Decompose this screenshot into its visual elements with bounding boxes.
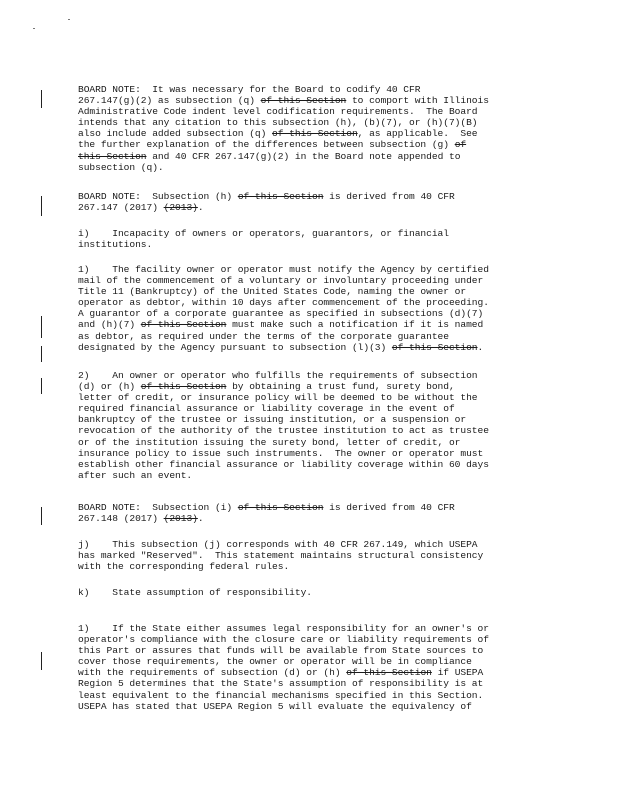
text-line — [78, 162, 548, 173]
text-span: subsection (q). — [78, 161, 164, 173]
text-span: with the corresponding federal rules. — [78, 561, 290, 573]
text-span: after such an event. — [78, 469, 193, 481]
text-line — [78, 151, 548, 162]
text-line — [78, 239, 548, 250]
text-line — [78, 403, 548, 414]
text-line — [78, 690, 548, 701]
text-span: to comport with Illinois — [346, 95, 489, 107]
text-line — [78, 342, 548, 353]
text-span: Title 11 (Bankruptcy) of the United States Code, naming the owner or — [78, 286, 467, 298]
deleted-text: of this Section — [391, 341, 478, 353]
text-span: j) This subsection (j) corresponds with 40 CFR 267.149, which USEPA — [78, 539, 478, 550]
text-line — [78, 425, 548, 436]
board-note-paragraph — [78, 84, 548, 173]
text-span: operator's compliance with the closure care or liability requirements of — [78, 634, 489, 646]
text-line — [78, 308, 548, 319]
text-line — [78, 84, 548, 95]
text-line — [78, 319, 548, 330]
text-line — [78, 459, 548, 470]
text-span: is derived from 40 CFR — [323, 502, 455, 513]
text-line — [78, 414, 548, 425]
deleted-text: of this Section — [140, 319, 227, 331]
text-line — [78, 286, 548, 297]
text-line — [78, 191, 548, 202]
text-line — [78, 117, 548, 128]
deleted-text: (2013) — [163, 202, 198, 214]
text-span: 1) If the State either assumes legal responsibility for an owner's or — [78, 623, 489, 634]
text-span: is derived from 40 CFR — [323, 191, 455, 202]
deleted-text: of this Section — [272, 128, 358, 140]
text-span: revocation of the authority of the trustee institution to act as trustee — [78, 425, 489, 437]
text-span: . — [477, 341, 484, 353]
text-line — [78, 667, 548, 678]
text-span: i) Incapacity of owners or operators, guarantors, or financial — [78, 228, 449, 239]
text-span: letter of credit, or insurance policy will be deemed to be without the — [78, 392, 478, 404]
text-span: institutions. — [78, 239, 153, 251]
subsection-j-paragraph — [78, 539, 548, 572]
text-span: also include added subsection (q) — [78, 128, 273, 140]
text-span: 267.148 (2017) — [78, 513, 164, 525]
text-span: 2) An owner or operator who fulfills the requirements of subsection — [78, 370, 478, 381]
revision-bar — [41, 90, 42, 108]
text-line — [78, 297, 548, 308]
text-span: 267.147 (2017) — [78, 202, 164, 214]
deleted-text: this Section — [78, 150, 147, 162]
text-line — [78, 539, 548, 550]
text-span: least equivalent to the financial mechanisms specified in this Section. — [78, 689, 484, 701]
text-span: , as applicable. See — [357, 128, 478, 140]
revision-bar — [41, 378, 42, 394]
text-span: Administrative Code indent level codification requirements. The Board — [78, 106, 478, 118]
subsection-k1-paragraph — [78, 623, 548, 712]
text-span: mail of the commencement of a voluntary or involuntary proceeding under — [78, 275, 484, 287]
text-span: intends that any citation to this subsection (h), (b)(7), or (h)(7)(B) — [78, 117, 478, 129]
board-note-paragraph — [78, 191, 548, 213]
text-span: the further explanation of the differences between subsection (g) — [78, 139, 455, 151]
text-span: must make such a notification if it is named — [226, 319, 484, 331]
deleted-text: of this Section — [260, 95, 347, 107]
text-line — [78, 678, 548, 689]
text-span: 267.147(g)(2) as subsection (q) — [78, 95, 261, 107]
text-span: establish other financial assurance or liability coverage within 60 days — [78, 458, 489, 470]
text-span: cover those requirements, the owner or operator will be in compliance — [78, 656, 472, 668]
scan-speck — [33, 28, 35, 29]
text-span: k) State assumption of responsibility. — [78, 587, 312, 598]
deleted-text: of this Section — [237, 502, 324, 513]
text-line — [78, 437, 548, 448]
section-heading-i — [78, 228, 548, 250]
revision-bar — [41, 507, 42, 525]
text-span: 1) The facility owner or operator must notify the Agency by certified — [78, 264, 489, 275]
subsection-i1-paragraph — [78, 264, 548, 353]
text-span: . — [197, 513, 204, 525]
text-line — [78, 561, 548, 572]
text-span: if USEPA — [431, 667, 484, 679]
text-line — [78, 701, 548, 712]
text-line — [78, 656, 548, 667]
text-span: BOARD NOTE: Subsection (h) — [78, 191, 238, 202]
text-span: USEPA has stated that USEPA Region 5 will evaluate the equivalency of — [78, 700, 472, 712]
text-span: BOARD NOTE: It was necessary for the Board to codify 40 CFR — [78, 84, 421, 95]
text-line — [78, 275, 548, 286]
deleted-text: of — [454, 139, 467, 151]
text-line — [78, 392, 548, 403]
text-line — [78, 623, 548, 634]
section-heading-k — [78, 587, 548, 598]
text-line — [78, 128, 548, 139]
text-span: this Part or assures that funds will be available from State sources to — [78, 645, 484, 657]
text-span: BOARD NOTE: Subsection (i) — [78, 502, 238, 513]
text-span: as debtor, as required under the terms of the corporate guarantee — [78, 330, 449, 342]
board-note-paragraph — [78, 502, 548, 524]
text-span: has marked "Reserved". This statement maintains structural consistency — [78, 550, 484, 562]
text-line — [78, 550, 548, 561]
text-span: and (h)(7) — [78, 319, 141, 331]
text-line — [78, 645, 548, 656]
text-line — [78, 448, 548, 459]
revision-bar — [41, 196, 42, 216]
text-line — [78, 228, 548, 239]
deleted-text: (2013) — [163, 513, 198, 525]
text-span: designated by the Agency pursuant to subsection (l)(3) — [78, 341, 392, 353]
text-line — [78, 470, 548, 481]
text-line — [78, 331, 548, 342]
text-line — [78, 139, 548, 150]
text-span: with the requirements of subsection (d) or (h) — [78, 667, 347, 679]
text-span: Region 5 determines that the State's assumption of responsibility is at — [78, 678, 484, 690]
text-span: or of the institution issuing the surety bond, letter of credit, or — [78, 436, 461, 448]
text-line — [78, 381, 548, 392]
text-line — [78, 513, 548, 524]
text-span: . — [197, 202, 204, 214]
text-line — [78, 106, 548, 117]
deleted-text: of this Section — [346, 667, 432, 679]
text-line — [78, 95, 548, 106]
text-span: insurance policy to issue such instruments. The owner or operator must — [78, 447, 484, 459]
text-line — [78, 370, 548, 381]
text-line — [78, 587, 548, 598]
text-line — [78, 264, 548, 275]
text-span: (d) or (h) — [78, 381, 141, 393]
scan-speck — [68, 19, 70, 20]
text-span: A guarantor of a corporate guarantee as specified in subsections (d)(7) — [78, 308, 484, 320]
deleted-text: of this Section — [237, 191, 324, 202]
text-span: operator as debtor, within 10 days after commencement of the proceeding. — [78, 297, 489, 309]
deleted-text: of this Section — [140, 381, 227, 393]
revision-bar — [41, 316, 42, 338]
text-span: required financial assurance or liability coverage in the event of — [78, 403, 455, 415]
text-span: bankruptcy of the trustee or issuing institution, or a suspension or — [78, 414, 467, 426]
revision-bar — [41, 652, 42, 670]
text-line — [78, 634, 548, 645]
text-span: by obtaining a trust fund, surety bond, — [226, 381, 455, 393]
subsection-i2-paragraph — [78, 370, 548, 481]
text-line — [78, 502, 548, 513]
revision-bar — [41, 346, 42, 362]
text-line — [78, 202, 548, 213]
text-span: and 40 CFR 267.147(g)(2) in the Board note appended to — [146, 150, 461, 162]
